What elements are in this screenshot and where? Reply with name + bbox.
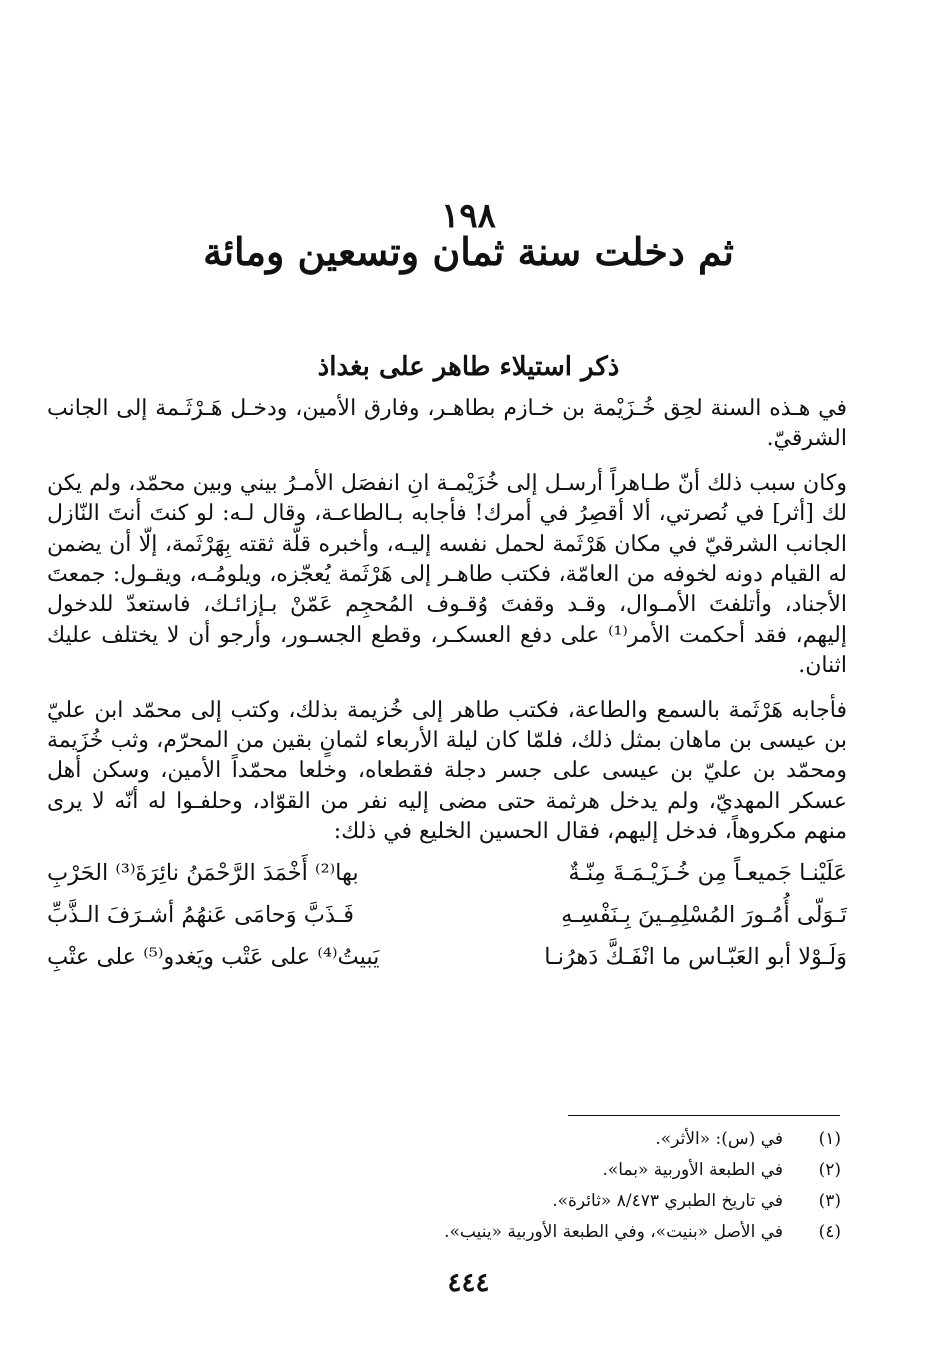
verse-first-hemistich: وَلَـوْلا أبو العَبّـاس ما انْفَـكَّ دَهرُنـا	[544, 943, 847, 970]
page-number: ٤٤٤	[447, 1268, 490, 1298]
verse-first-hemistich: عَلَيْنـا جَميعـاً مِن خُـزَيْـمَـةَ مِنّـةٌ	[568, 859, 847, 886]
footnote-number: (٢)	[818, 1160, 841, 1180]
footnote	[81, 1186, 841, 1217]
verse-line	[47, 852, 847, 894]
footnote-text: في الأصل «بنيت»، وفي الطبعة الأوربية «ينيب».	[444, 1222, 783, 1242]
paragraph-2: وكان سبب ذلك أنّ طـاهراً أرسـل إلى خُزَيْمـة انِ انفصَل الأمـرُ بيني وبين محمّد، ولم يكن لك [أثر] في نُصرتي، ألا أقصِرُ في أمرك! فأجابه بـالطاعـة، وقال لـه: لو كنتَ أنتَ النّازل الجانب الشرقيّ في مكان هَرْثَمة لحمل نفسه إليـه، وأخبره قلّة ثقته بِهَرْثَمة، إلّا أن يضمن له القيام دونه لخوفه من العامّة، فكتب طاهـر إلى هَرْثَمة يُعجّزه، ويلومُـه، ويقـول: جمعتَ الأجناد، وأتلفتَ الأمـوال، وقـد وقفتَ وُقـوف المُحجِم عَمّنْ بـإزائـك، فاستعدّ للدخول إليهم، فقد أحكمت الأمر⁽¹⁾ على دفع العسكـر، وقطع الجسـور، وأرجو أن لا يختلف عليك اثنان.	[47, 470, 847, 679]
verse-line	[47, 894, 847, 936]
section-title: ذكر استيلاء طاهر على بغداذ	[317, 352, 620, 382]
verse-second-hemistich: بها⁽²⁾ أَخْمَدَ الرَّحْمَنُ نائِرَةَ⁽³⁾ الحَرْبِ	[47, 859, 359, 886]
paragraph-1: في هـذه السنة لحِق خُـزَيْمة بن خـازم بطاهـر، وفارق الأمين، ودخـل هَـرْثَـمة إلى الجانب الشرقيّ.	[47, 396, 847, 452]
poem	[47, 852, 847, 978]
footnote	[81, 1124, 841, 1155]
footnote-number: (١)	[818, 1129, 841, 1149]
year-number: ١٩٨	[441, 196, 496, 236]
verse-second-hemistich: يَبيتُ⁽⁴⁾ على عَتْب ويَغدو⁽⁵⁾ على عتْبِ	[47, 943, 380, 970]
footnote	[81, 1217, 841, 1248]
chapter-title: ثم دخلت سنة ثمان وتسعين ومائة	[203, 229, 734, 274]
paragraph-3: فأجابه هَرْثَمة بالسمع والطاعة، فكتب طاهر إلى خُزيمة بذلك، وكتب إلى محمّد ابن عليّ بن عيسى بن ماهان بمثل ذلك، فلمّا كان ليلة الأربعاء لثمانٍ بقين من المحرّم، وثب خُزَيمة ومحمّد بن عليّ بن عيسى على جسر دجلة فقطعاه، وخلعا محمّداً الأمين، وسكن أهل عسكر المهديّ، ولم يدخل هرثمة حتى مضى إليه نفر من القوّاد، وحلفـوا له أنّه لا يرى منهم مكروهاً، فدخل إليهم، فقال الحسين الخليع في ذلك:	[47, 697, 847, 845]
verse-first-hemistich: تَـوَلّى أُمُـورَ المُسْلِمِـينَ بِـنَفْسِـهِ	[561, 901, 847, 928]
footnote-number: (٣)	[818, 1191, 841, 1211]
footnote	[81, 1155, 841, 1186]
body-text	[47, 394, 847, 978]
footnote-number: (٤)	[818, 1222, 841, 1242]
footnote-separator	[568, 1115, 840, 1116]
footnote-text: في الطبعة الأوربية «بما».	[602, 1160, 783, 1180]
footnotes	[81, 1124, 841, 1248]
footnote-text: في تاريخ الطبري ٨/٤٧٣ «ثائرة».	[552, 1191, 783, 1211]
verse-line	[47, 936, 847, 978]
verse-second-hemistich: فَـذَبَّ وَحامَى عَنهُمُ أشـرَفَ الـذَّبِّ	[47, 901, 355, 928]
footnote-text: في (س): «الأثر».	[655, 1129, 783, 1149]
